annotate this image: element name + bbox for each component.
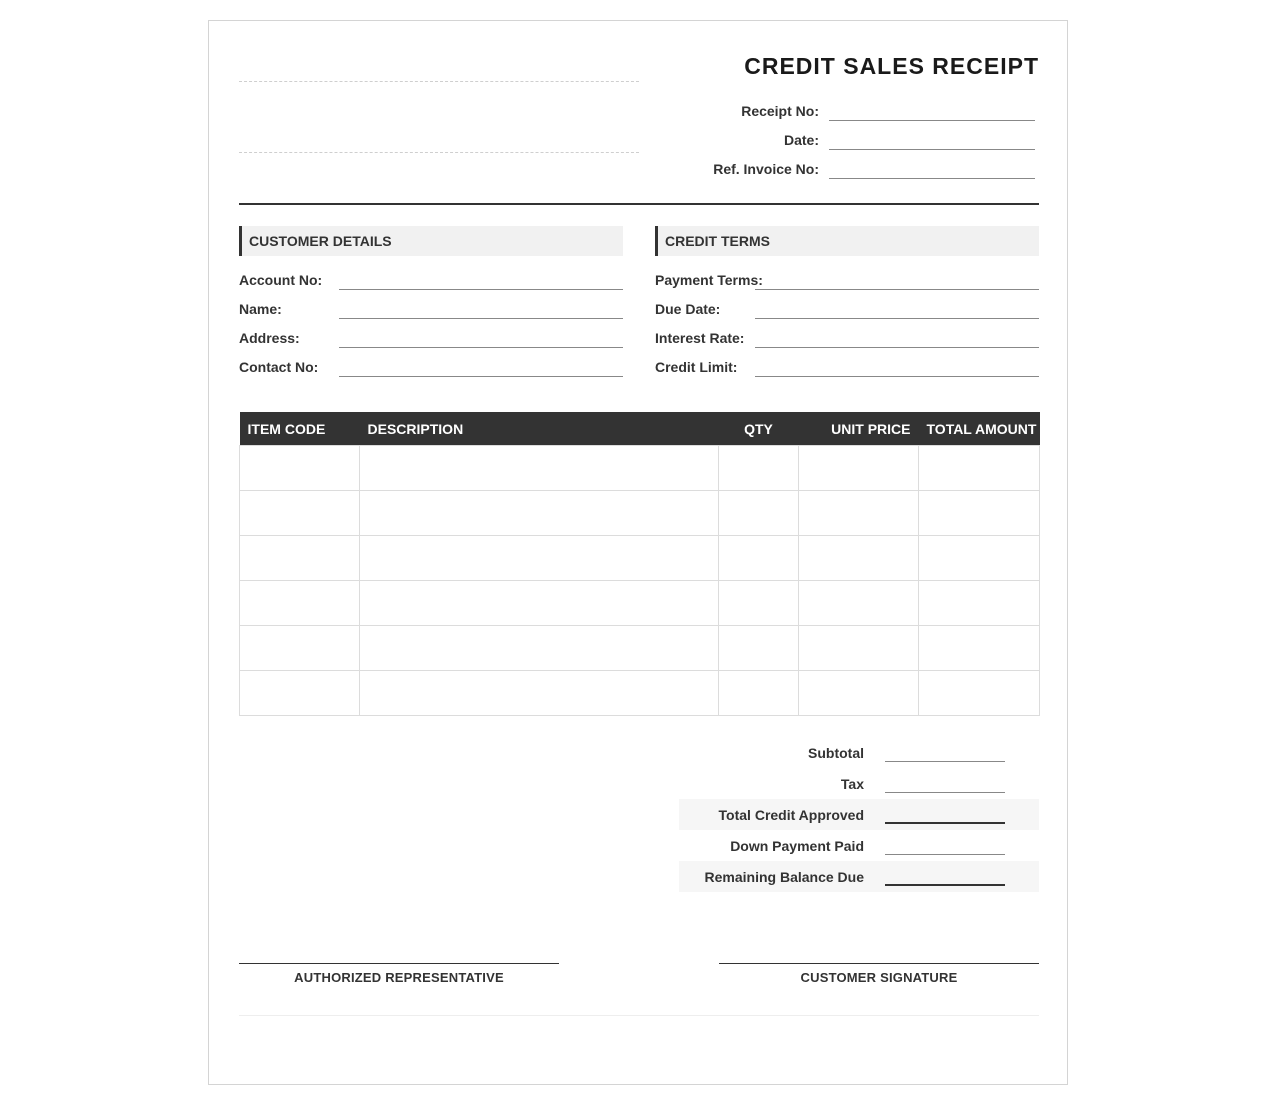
contact-no-row: [239, 348, 623, 377]
header-total-amount: TOTAL AMOUNT: [919, 412, 1040, 446]
unit-price-cell[interactable]: [799, 536, 919, 581]
header-description: DESCRIPTION: [360, 412, 719, 446]
ref-invoice-field[interactable]: [829, 178, 1035, 179]
table-row: [240, 671, 1040, 716]
tax-field[interactable]: [885, 792, 1005, 793]
receipt-page: [208, 20, 1068, 1085]
subtotal-label: Subtotal: [808, 745, 864, 761]
item-code-cell[interactable]: [240, 446, 360, 491]
item-code-cell[interactable]: [240, 581, 360, 626]
receipt-no-label: Receipt No:: [741, 103, 819, 119]
table-row: [240, 581, 1040, 626]
customer-signature-label: CUSTOMER SIGNATURE: [800, 970, 958, 985]
table-row: [240, 446, 1040, 491]
remaining-balance-row: [679, 861, 1039, 892]
receipt-content: [239, 21, 1039, 1084]
address-label: Address:: [239, 330, 300, 346]
interest-rate-label: Interest Rate:: [655, 330, 745, 346]
authorized-representative-label: AUTHORIZED REPRESENTATIVE: [294, 970, 504, 985]
total-credit-approved-field[interactable]: [885, 822, 1005, 824]
table-row: [240, 536, 1040, 581]
items-table: [239, 412, 1040, 716]
down-payment-label: Down Payment Paid: [730, 838, 864, 854]
qty-cell[interactable]: [719, 491, 799, 536]
description-cell[interactable]: [360, 671, 719, 716]
customer-details-heading: CUSTOMER DETAILS: [239, 226, 623, 256]
customer-details-section: [239, 226, 623, 377]
payment-terms-label: Payment Terms:: [655, 272, 763, 288]
qty-cell[interactable]: [719, 626, 799, 671]
item-code-cell[interactable]: [240, 626, 360, 671]
account-no-label: Account No:: [239, 272, 323, 288]
company-address-line[interactable]: [239, 152, 639, 153]
unit-price-cell[interactable]: [799, 626, 919, 671]
tax-label: Tax: [840, 776, 864, 792]
down-payment-row: [679, 830, 1039, 861]
qty-cell[interactable]: [719, 671, 799, 716]
remaining-balance-field[interactable]: [885, 884, 1005, 886]
item-code-cell[interactable]: [240, 671, 360, 716]
ref-invoice-row: [705, 157, 1035, 179]
subtotal-row: [679, 737, 1039, 768]
subtotal-field[interactable]: [885, 761, 1005, 762]
qty-cell[interactable]: [719, 446, 799, 491]
contact-no-field[interactable]: [339, 376, 623, 377]
document-title: CREDIT SALES RECEIPT: [744, 53, 1039, 79]
unit-price-cell[interactable]: [799, 446, 919, 491]
table-header-row: [240, 412, 1040, 446]
table-row: [240, 491, 1040, 536]
interest-rate-row: [655, 319, 1039, 348]
down-payment-field[interactable]: [885, 854, 1005, 855]
header-item-code: ITEM CODE: [240, 412, 360, 446]
total-amount-cell[interactable]: [919, 581, 1040, 626]
due-date-label: Due Date:: [655, 301, 721, 317]
credit-limit-row: [655, 348, 1039, 377]
name-label: Name:: [239, 301, 282, 317]
total-amount-cell[interactable]: [919, 626, 1040, 671]
description-cell[interactable]: [360, 536, 719, 581]
credit-terms-section: [655, 226, 1039, 377]
unit-price-cell[interactable]: [799, 671, 919, 716]
address-row: [239, 319, 623, 348]
total-credit-approved-label: Total Credit Approved: [718, 807, 864, 823]
date-row: [705, 128, 1035, 150]
total-credit-approved-row: [679, 799, 1039, 830]
total-amount-cell[interactable]: [919, 536, 1040, 581]
totals-block: [679, 737, 1039, 892]
tax-row: [679, 768, 1039, 799]
description-cell[interactable]: [360, 446, 719, 491]
name-row: [239, 290, 623, 319]
remaining-balance-label: Remaining Balance Due: [704, 869, 864, 885]
due-date-row: [655, 290, 1039, 319]
total-amount-cell[interactable]: [919, 671, 1040, 716]
qty-cell[interactable]: [719, 536, 799, 581]
credit-terms-heading: CREDIT TERMS: [655, 226, 1039, 256]
description-cell[interactable]: [360, 626, 719, 671]
credit-limit-field[interactable]: [755, 376, 1039, 377]
header-qty: QTY: [719, 412, 799, 446]
ref-invoice-label: Ref. Invoice No:: [713, 161, 819, 177]
qty-cell[interactable]: [719, 581, 799, 626]
description-cell[interactable]: [360, 581, 719, 626]
description-cell[interactable]: [360, 491, 719, 536]
receipt-no-row: [705, 99, 1035, 121]
credit-limit-label: Credit Limit:: [655, 359, 738, 375]
receipt-no-field[interactable]: [829, 120, 1035, 121]
payment-terms-row: [655, 261, 1039, 290]
authorized-representative-signature: [239, 963, 559, 985]
contact-no-label: Contact No:: [239, 359, 319, 375]
account-no-row: [239, 261, 623, 290]
header-divider: [239, 203, 1039, 205]
date-field[interactable]: [829, 149, 1035, 150]
total-amount-cell[interactable]: [919, 491, 1040, 536]
table-row: [240, 626, 1040, 671]
customer-signature: [719, 963, 1039, 985]
item-code-cell[interactable]: [240, 536, 360, 581]
total-amount-cell[interactable]: [919, 446, 1040, 491]
item-code-cell[interactable]: [240, 491, 360, 536]
company-name-line[interactable]: [239, 81, 639, 82]
unit-price-cell[interactable]: [799, 491, 919, 536]
unit-price-cell[interactable]: [799, 581, 919, 626]
date-label: Date:: [783, 132, 819, 148]
footer-divider: [239, 1015, 1039, 1016]
header-unit-price: UNIT PRICE: [799, 412, 919, 446]
